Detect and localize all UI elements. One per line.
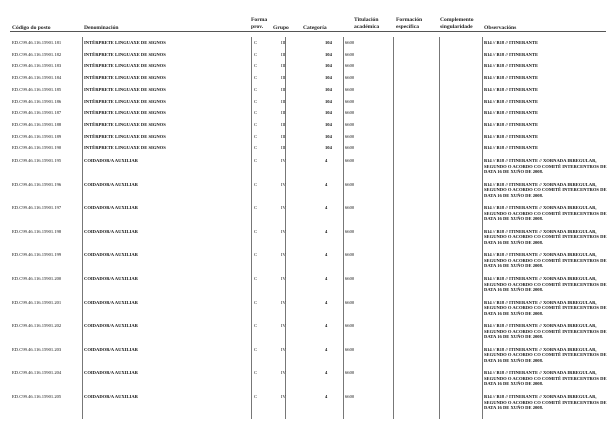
row-code: ED.C99.46.116.15901.190 [12, 145, 62, 151]
row-categoria: 4 [325, 228, 328, 234]
row-titulacion: 6600 [345, 205, 355, 211]
column-divider [482, 37, 483, 419]
row-grupo: III [281, 98, 286, 104]
row-denominacion: COIDADOR/A AUXILIAR [84, 205, 138, 211]
column-divider [439, 37, 440, 419]
row-denominacion: COIDADOR/A AUXILIAR [84, 181, 138, 187]
column-divider [82, 37, 83, 419]
row-code: ED.C99.46.116.15901.205 [12, 394, 62, 399]
row-grupo: IV [281, 346, 286, 352]
row-titulacion: 6600 [345, 276, 355, 281]
row-grupo: IV [281, 276, 286, 281]
row-grupo: III [281, 86, 286, 92]
row-denominacion: INTÉRPRETE LINGUAXE DE SIGNOS [84, 133, 166, 139]
row-titulacion: 6600 [345, 63, 355, 69]
row-denominacion: COIDADOR/A AUXILIAR [84, 158, 138, 163]
row-categoria: 4 [325, 346, 328, 352]
row-denominacion: INTÉRPRETE LINGUAXE DE SIGNOS [84, 63, 166, 69]
row-categoria: 4 [325, 158, 328, 163]
row-observacions: B14 // B18 // ITINERANTE [484, 121, 539, 127]
row-grupo: III [281, 51, 286, 57]
row-titulacion: 6600 [345, 181, 355, 187]
row-titulacion: 6600 [345, 252, 355, 258]
row-grupo: III [281, 40, 286, 45]
row-denominacion: COIDADOR/A AUXILIAR [84, 299, 138, 305]
row-observacions: B14 // B18 // ITINERANTE // XORNADA IRREGULAR, SEGUNDO O ACORDO CO COMITÉ INTERCENTROS DE DATA 16 DE XUÑO DE 2008. [484, 158, 607, 174]
row-observacions: B14 // B18 // ITINERANTE [484, 133, 539, 139]
row-titulacion: 6600 [345, 228, 355, 234]
row-grupo: IV [281, 394, 286, 399]
row-denominacion: INTÉRPRETE LINGUAXE DE SIGNOS [84, 75, 166, 81]
header-denominacion: Denominación [84, 25, 119, 31]
row-code: ED.C99.46.116.15901.184 [12, 75, 62, 81]
row-titulacion: 6600 [345, 51, 355, 57]
row-code: ED.C99.46.116.15901.187 [12, 110, 62, 116]
row-titulacion: 6600 [345, 110, 355, 116]
row-forma: C [254, 323, 258, 329]
row-denominacion: COIDADOR/A AUXILIAR [84, 228, 138, 234]
row-forma: C [254, 75, 258, 81]
row-categoria: 4 [325, 276, 328, 281]
row-observacions: B14 // B18 // ITINERANTE // XORNADA IRREGULAR, SEGUNDO O ACORDO CO COMITÉ INTERCENTROS DE DATA 16 DE XUÑO DE 2008. [484, 276, 607, 292]
column-divider [393, 37, 394, 419]
row-observacions: B14 // B18 // ITINERANTE // XORNADA IRREGULAR, SEGUNDO O ACORDO CO COMITÉ INTERCENTROS DE DATA 16 DE XUÑO DE 2008. [484, 181, 607, 198]
row-grupo: III [281, 121, 286, 127]
row-forma: C [254, 133, 258, 139]
row-forma: C [254, 370, 258, 376]
row-categoria: 104 [325, 86, 332, 92]
row-grupo: IV [281, 323, 286, 329]
row-categoria: 104 [325, 133, 332, 139]
row-forma: C [254, 394, 258, 399]
row-grupo: IV [281, 228, 286, 234]
row-code: ED.C99.46.116.15901.199 [12, 252, 62, 258]
row-categoria: 104 [325, 145, 332, 151]
row-denominacion: INTÉRPRETE LINGUAXE DE SIGNOS [84, 51, 166, 57]
row-code: ED.C99.46.116.15901.197 [12, 205, 62, 211]
row-categoria: 104 [325, 110, 332, 116]
row-forma: C [254, 276, 258, 281]
row-code: ED.C99.46.116.15901.203 [12, 346, 62, 352]
row-observacions: B14 // B18 // ITINERANTE // XORNADA IRREGULAR, SEGUNDO O ACORDO CO COMITÉ INTERCENTROS DE DATA 16 DE XUÑO DE 2008. [484, 370, 607, 387]
row-categoria: 104 [325, 40, 332, 45]
row-observacions: B14 // B18 // ITINERANTE // XORNADA IRREGULAR, SEGUNDO O ACORDO CO COMITÉ INTERCENTROS DE DATA 16 DE XUÑO DE 2008. [484, 346, 607, 363]
row-denominacion: COIDADOR/A AUXILIAR [84, 346, 138, 352]
row-titulacion: 6600 [345, 346, 355, 352]
row-code: ED.C99.46.116.15901.204 [12, 370, 62, 376]
row-code: ED.C99.46.116.15901.196 [12, 181, 62, 187]
row-categoria: 104 [325, 98, 332, 104]
row-grupo: III [281, 75, 286, 81]
header-forma: Forma prov. [251, 17, 268, 30]
row-code: ED.C99.46.116.15901.185 [12, 86, 62, 92]
row-denominacion: COIDADOR/A AUXILIAR [84, 323, 138, 329]
row-code: ED.C99.46.116.15901.198 [12, 228, 62, 234]
row-forma: C [254, 145, 258, 151]
row-categoria: 4 [325, 394, 328, 399]
row-categoria: 4 [325, 299, 328, 305]
row-grupo: IV [281, 158, 286, 163]
column-divider [343, 37, 344, 419]
row-code: ED.C99.46.116.15901.201 [12, 299, 62, 305]
row-forma: C [254, 40, 258, 45]
row-forma: C [254, 110, 258, 116]
row-grupo: III [281, 110, 286, 116]
row-observacions: B14 // B18 // ITINERANTE [484, 98, 539, 104]
row-observacions: B14 // B18 // ITINERANTE [484, 86, 539, 92]
row-code: ED.C99.46.116.15901.181 [12, 40, 62, 45]
row-titulacion: 6600 [345, 394, 355, 399]
row-categoria: 4 [325, 205, 328, 211]
row-titulacion: 6600 [345, 145, 355, 151]
row-observacions: B14 // B18 // ITINERANTE // XORNADA IRREGULAR, SEGUNDO O ACORDO CO COMITÉ INTERCENTROS DE DATA 16 DE XUÑO DE 2008. [484, 252, 607, 269]
row-forma: C [254, 181, 258, 187]
row-grupo: IV [281, 252, 286, 258]
header-complemento: Complemento singularidade [440, 17, 474, 30]
header-observacions: Observacións [484, 25, 517, 31]
row-forma: C [254, 86, 258, 92]
row-forma: C [254, 228, 258, 234]
row-grupo: IV [281, 205, 286, 211]
header-titulacion: Titulación académica [354, 17, 380, 30]
row-grupo: IV [281, 299, 286, 305]
row-code: ED.C99.46.116.15901.200 [12, 276, 62, 281]
row-code: ED.C99.46.116.15901.189 [12, 133, 62, 139]
row-categoria: 104 [325, 121, 332, 127]
row-code: ED.C99.46.116.15901.186 [12, 98, 62, 104]
row-code: ED.C99.46.116.15901.195 [12, 158, 62, 163]
row-denominacion: INTÉRPRETE LINGUAXE DE SIGNOS [84, 121, 166, 127]
row-denominacion: INTÉRPRETE LINGUAXE DE SIGNOS [84, 110, 166, 116]
row-denominacion: INTÉRPRETE LINGUAXE DE SIGNOS [84, 98, 166, 104]
row-grupo: III [281, 133, 286, 139]
row-denominacion: COIDADOR/A AUXILIAR [84, 370, 138, 376]
row-observacions: B14 // B18 // ITINERANTE [484, 40, 539, 45]
row-denominacion: COIDADOR/A AUXILIAR [84, 276, 138, 281]
row-categoria: 104 [325, 51, 332, 57]
row-categoria: 104 [325, 63, 332, 69]
row-code: ED.C99.46.116.15901.183 [12, 63, 62, 69]
row-denominacion: INTÉRPRETE LINGUAXE DE SIGNOS [84, 86, 166, 92]
row-titulacion: 6600 [345, 75, 355, 81]
row-titulacion: 6600 [345, 86, 355, 92]
row-observacions: B14 // B18 // ITINERANTE // XORNADA IRREGULAR, SEGUNDO O ACORDO CO COMITÉ INTERCENTROS DE DATA 16 DE XUÑO DE 2008. [484, 394, 607, 410]
row-titulacion: 6600 [345, 323, 355, 329]
row-code: ED.C99.46.116.15901.188 [12, 121, 62, 127]
row-categoria: 4 [325, 323, 328, 329]
row-code: ED.C99.46.116.15901.182 [12, 51, 62, 57]
row-forma: C [254, 205, 258, 211]
row-titulacion: 6600 [345, 158, 355, 163]
row-titulacion: 6600 [345, 370, 355, 376]
row-observacions: B14 // B18 // ITINERANTE [484, 51, 539, 57]
row-observacions: B14 // B18 // ITINERANTE [484, 145, 539, 151]
column-divider [251, 37, 252, 419]
row-observacions: B14 // B18 // ITINERANTE // XORNADA IRREGULAR, SEGUNDO O ACORDO CO COMITÉ INTERCENTROS DE DATA 16 DE XUÑO DE 2008. [484, 205, 607, 222]
row-titulacion: 6600 [345, 40, 355, 45]
row-forma: C [254, 346, 258, 352]
row-forma: C [254, 98, 258, 104]
row-observacions: B14 // B18 // ITINERANTE // XORNADA IRREGULAR, SEGUNDO O ACORDO CO COMITÉ INTERCENTROS DE DATA 16 DE XUÑO DE 2008. [484, 323, 607, 340]
row-denominacion: INTÉRPRETE LINGUAXE DE SIGNOS [84, 145, 166, 151]
row-categoria: 4 [325, 252, 328, 258]
row-denominacion: INTÉRPRETE LINGUAXE DE SIGNOS [84, 40, 166, 45]
row-code: ED.C99.46.116.15901.202 [12, 323, 62, 329]
header-grupo: Grupo [273, 25, 289, 31]
row-categoria: 4 [325, 181, 328, 187]
header-formacion: Formación específica [396, 17, 423, 30]
row-grupo: III [281, 145, 286, 151]
header-categoria: Categoría [303, 25, 327, 31]
row-grupo: III [281, 63, 286, 69]
row-categoria: 4 [325, 370, 328, 376]
row-observacions: B14 // B18 // ITINERANTE [484, 110, 539, 116]
row-titulacion: 6600 [345, 98, 355, 104]
row-observacions: B14 // B18 // ITINERANTE [484, 63, 539, 69]
row-forma: C [254, 252, 258, 258]
row-forma: C [254, 158, 258, 163]
row-grupo: IV [281, 370, 286, 376]
row-observacions: B14 // B18 // ITINERANTE // XORNADA IRREGULAR, SEGUNDO O ACORDO CO COMITÉ INTERCENTROS DE DATA 16 DE XUÑO DE 2008. [484, 228, 607, 245]
row-forma: C [254, 63, 258, 69]
row-forma: C [254, 121, 258, 127]
row-forma: C [254, 51, 258, 57]
row-grupo: IV [281, 181, 286, 187]
row-titulacion: 6600 [345, 133, 355, 139]
row-forma: C [254, 299, 258, 305]
header-rule [10, 31, 606, 32]
row-titulacion: 6600 [345, 299, 355, 305]
header-codigo: Código do posto [12, 25, 51, 31]
row-titulacion: 6600 [345, 121, 355, 127]
row-denominacion: COIDADOR/A AUXILIAR [84, 252, 138, 258]
row-observacions: B14 // B18 // ITINERANTE [484, 75, 539, 81]
row-denominacion: COIDADOR/A AUXILIAR [84, 394, 138, 399]
row-categoria: 104 [325, 75, 332, 81]
row-observacions: B14 // B18 // ITINERANTE // XORNADA IRREGULAR, SEGUNDO O ACORDO CO COMITÉ INTERCENTROS DE DATA 16 DE XUÑO DE 2008. [484, 299, 607, 316]
